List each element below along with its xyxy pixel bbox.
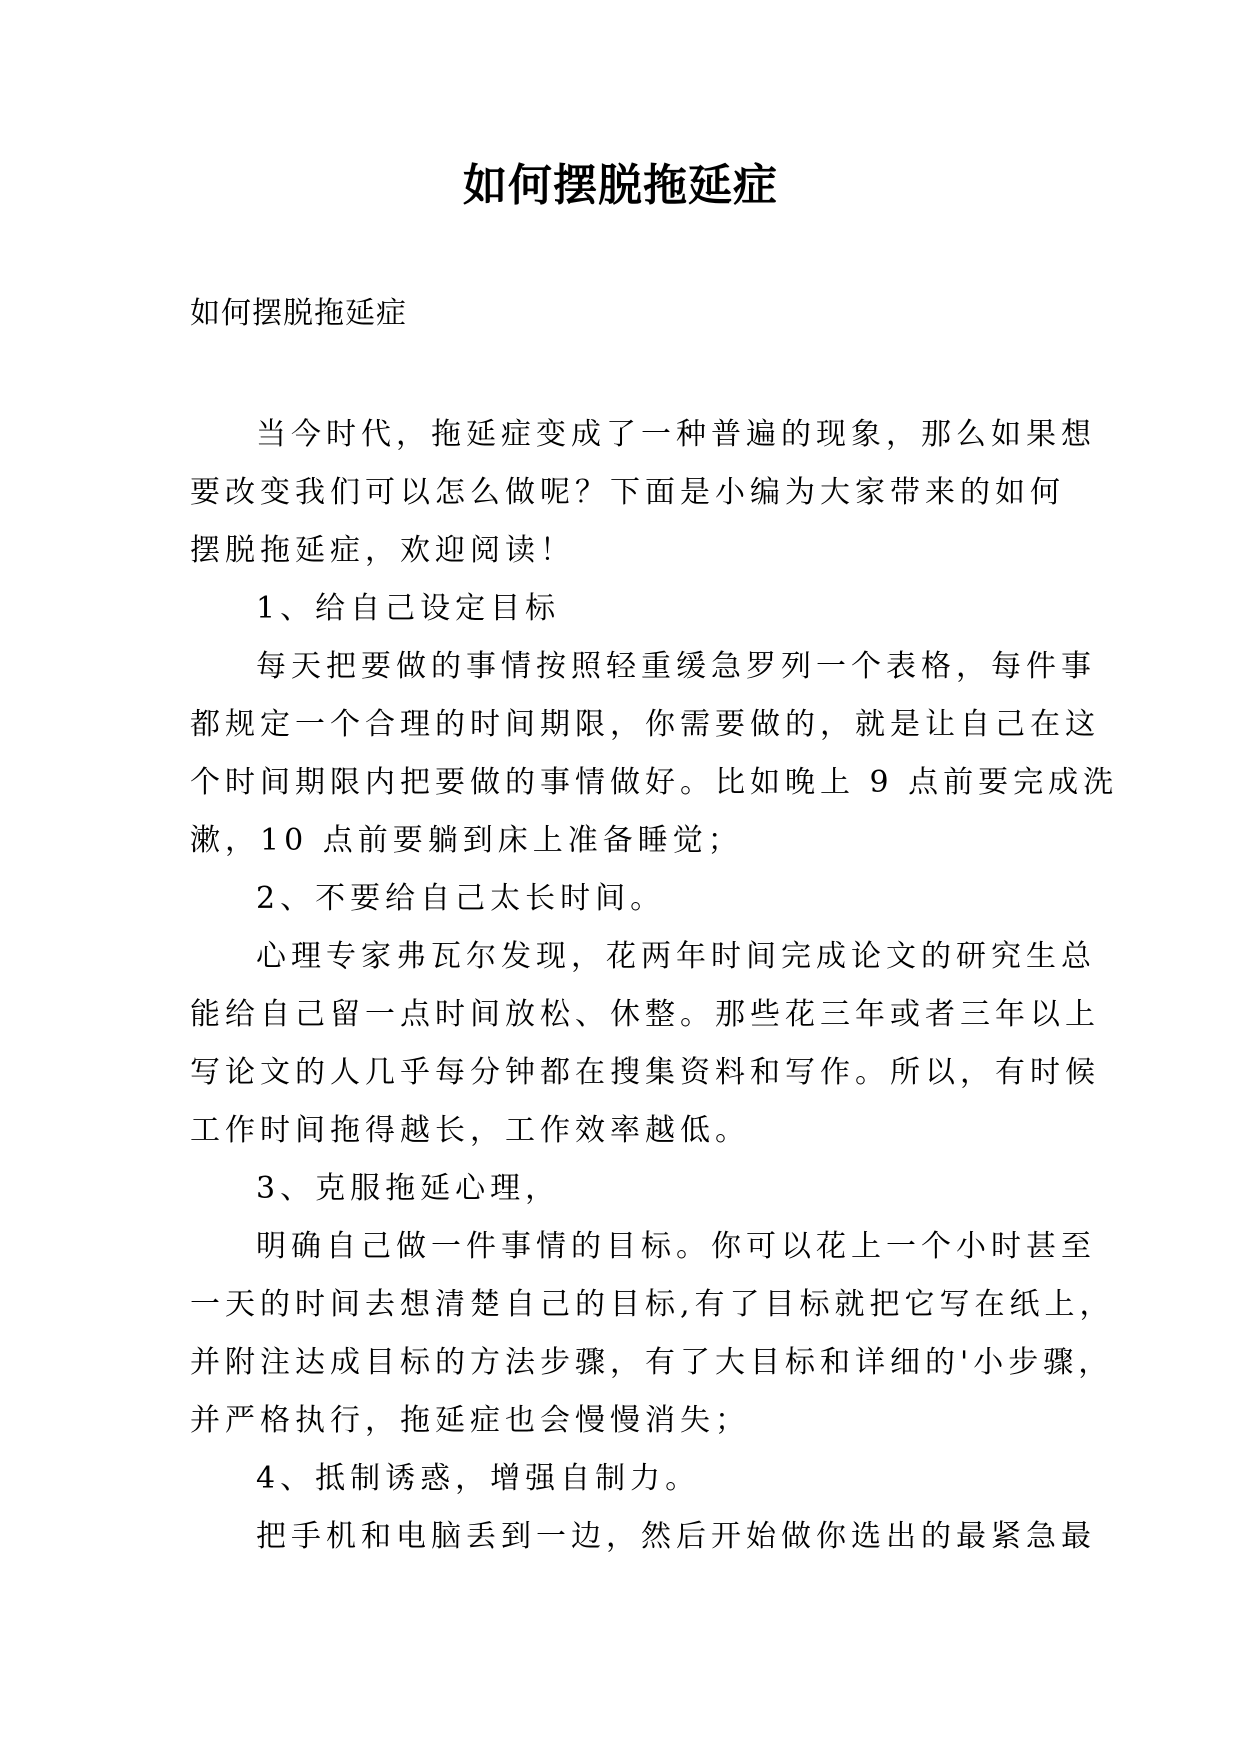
text-line: 明确自己做一件事情的目标。你可以花上一个小时甚至 (256, 1229, 1096, 1264)
text-line: 心理专家弗瓦尔发现，花两年时间完成论文的研究生总 (256, 939, 1096, 974)
text-line: 能给自己留一点时间放松、休整。那些花三年或者三年以上 (190, 997, 1100, 1032)
text-line: 写论文的人几乎每分钟都在搜集资料和写作。所以，有时候 (190, 1055, 1100, 1090)
text-line: 都规定一个合理的时间期限，你需要做的，就是让自己在这 (190, 707, 1100, 742)
text-line: 个时间期限内把要做的事情做好。比如晚上 9 点前要完成洗 (190, 765, 1119, 800)
text-line: 2、不要给自己太长时间。 (256, 881, 666, 916)
text-line: 3、克服拖延心理， (256, 1171, 561, 1206)
text-line: 漱，10 点前要躺到床上准备睡觉； (190, 823, 743, 858)
text-line: 工作时间拖得越长，工作效率越低。 (190, 1113, 750, 1148)
text-line: 每天把要做的事情按照轻重缓急罗列一个表格，每件事 (256, 649, 1096, 684)
document-subtitle: 如何摆脱拖延症 (190, 296, 407, 331)
text-line: 一天的时间去想清楚自己的目标,有了目标就把它写在纸上， (190, 1287, 1115, 1322)
text-line: 1、给自己设定目标 (256, 591, 561, 626)
text-line: 摆脱拖延症，欢迎阅读！ (190, 533, 575, 568)
document-body (190, 406, 1119, 1566)
text-line: 并严格执行，拖延症也会慢慢消失； (190, 1403, 750, 1438)
text-line: 把手机和电脑丢到一边，然后开始做你选出的最紧急最 (256, 1519, 1096, 1554)
text-line: 要改变我们可以怎么做呢？下面是小编为大家带来的如何 (190, 475, 1065, 510)
text-line: 当今时代，拖延症变成了一种普遍的现象，那么如果想 (256, 417, 1096, 452)
text-line: 4、抵制诱惑，增强自制力。 (256, 1461, 701, 1496)
document-title: 如何摆脱拖延症 (463, 160, 778, 211)
text-line: 并附注达成目标的方法步骤，有了大目标和详细的'小步骤， (190, 1345, 1114, 1380)
